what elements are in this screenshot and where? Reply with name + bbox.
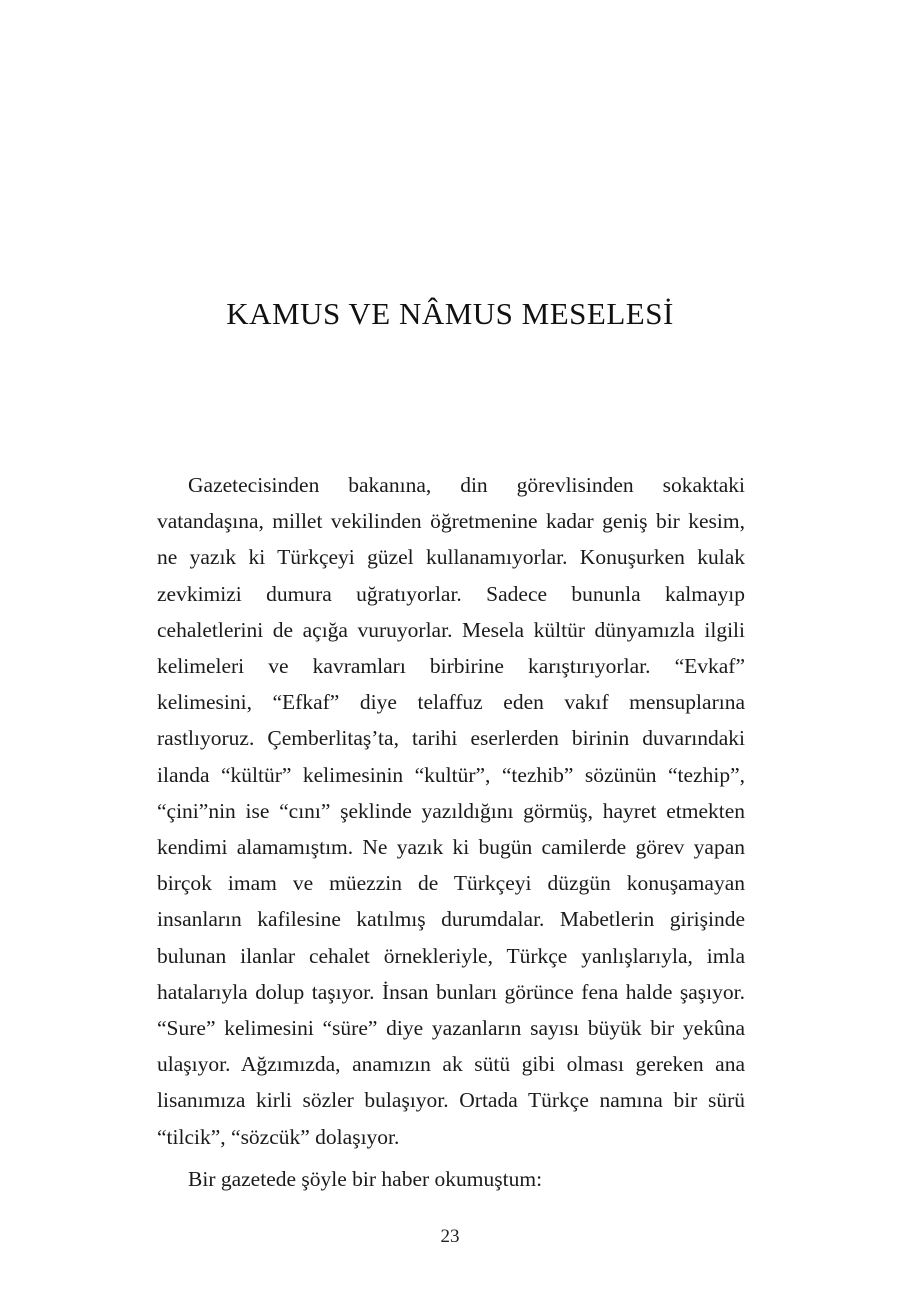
- paragraph-2: Bir gazetede şöyle bir haber okumuştum:: [188, 1166, 543, 1191]
- paragraph-1: Gazetecisinden bakanına, din görevlisinden sokaktaki vatandaşına, millet vekilinden öğretmenine kadar geniş bir kesim, ne yazık ki Türkçeyi güzel kullanamıyorlar. Konuşurken kulak zevkimizi dumura uğratıyorlar. Sadece bununla kalmayıp cehaletlerini de açığa vuruyorlar. Mesela kültür dünyamızla ilgili kelimeleri ve kavramları birbirine karıştırıyorlar. “Evkaf” kelimesini, “Efkaf” diye telaffuz eden vakıf mensuplarına rastlıyoruz. Çemberlitaş’ta, tarihi eserlerden birinin duvarındaki ilanda “kültür” kelimesinin “kultür”, “tezhib” sözünün “tezhip”, “çini”nin ise “cını” şeklinde yazıldığını görmüş, hayret etmekten kendimi alamamıştım. Ne yazık ki bugün camilerde görev yapan birçok imam ve müezzin de Türkçeyi düzgün konuşamayan insanların kafilesine katılmış durumdalar. Mabetlerin girişinde bulunan ilanlar cehalet örnekleriyle, Türkçe yanlışlarıyla, imla hatalarıyla dolup taşıyor. İnsan bunları görünce fena halde şaşıyor. “Sure” kelimesini “süre” diye yazanların sayısı büyük bir yekûna ulaşıyor. Ağzımızda, anamızın ak sütü gibi olması gereken ana lisanımıza kirli sözler bulaşıyor. Ortada Türkçe namına bir sürü “tilcik”, “sözcük” dolaşıyor.: [157, 473, 745, 1149]
- body-text: [157, 467, 745, 1197]
- chapter-title: KAMUS VE NÂMUS MESELESİ: [226, 296, 674, 331]
- page-number: 23: [440, 1226, 460, 1247]
